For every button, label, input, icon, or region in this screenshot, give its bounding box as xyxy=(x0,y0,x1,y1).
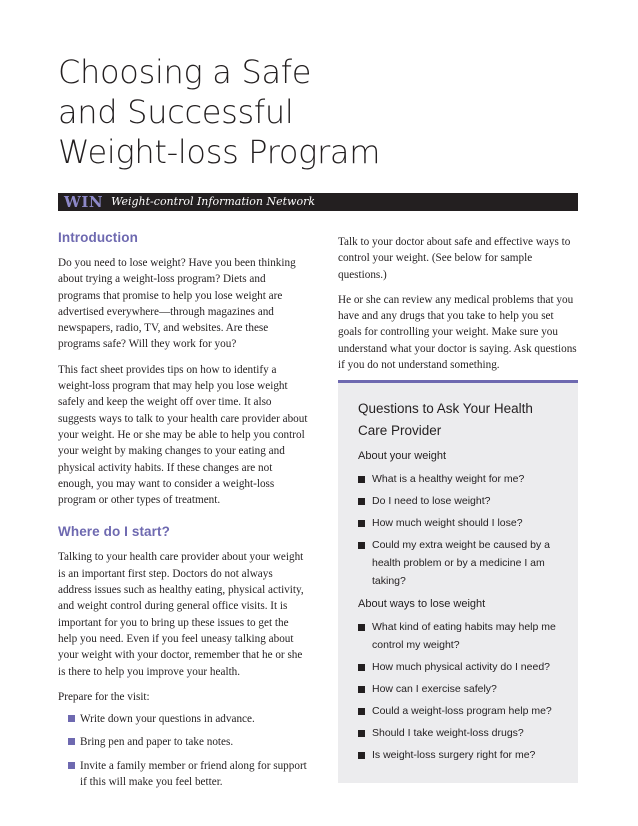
list-item: Invite a family member or friend along for support if this will make you feel better. xyxy=(58,758,308,791)
bullet-square-icon xyxy=(358,624,365,631)
about-your-weight-heading: About your weight xyxy=(358,450,447,462)
bullet-square-icon xyxy=(358,664,365,671)
right-column xyxy=(338,234,578,382)
page-title xyxy=(58,52,578,172)
list-item: Is weight-loss surgery right for me? xyxy=(358,746,563,764)
win-logo: WIN xyxy=(64,193,104,211)
win-banner xyxy=(58,193,578,211)
introduction-paragraph-2: This fact sheet provides tips on how to identify a weight-loss program that may help you lose weight safely and keep the weight off over time. It also suggests ways to talk to your health care provider about your weight. He or she may be able to help you control your weight by making changes to your eating and physical activity habits. If these changes are not enough, you may want to consider a weight-loss program or other types of treatment. xyxy=(58,363,308,507)
about-your-weight-list xyxy=(358,470,563,590)
where-do-i-start-paragraph: Talking to your health care provider about your weight is an important first step. Doctors do not always address issues such as healthy eating, physical activity, and weight control during general office visits. It is important for you to bring up these issues to get the help you need. Even if you feel uneasy talking about your weight with your doctor, remember that he or she is there to help you improve your health. xyxy=(58,551,304,678)
bullet-square-icon xyxy=(68,715,75,722)
list-item: Bring pen and paper to take notes. xyxy=(58,734,308,750)
list-item: Could my extra weight be caused by a health problem or by a medicine I am taking? xyxy=(358,536,563,590)
list-item: Do I need to lose weight? xyxy=(358,492,563,510)
prepare-list xyxy=(58,711,308,790)
list-item: Should I take weight-loss drugs? xyxy=(358,724,563,742)
bullet-square-icon xyxy=(358,542,365,549)
where-do-i-start-heading: Where do I start? xyxy=(58,524,170,540)
right-paragraph-2: He or she can review any medical problems that you have and any drugs that you take to help you set goals for controlling your weight. Make sure you understand what your doctor is saying. Ask questions if you do not understand something. xyxy=(338,293,577,372)
questions-box xyxy=(338,380,578,783)
page-title-line-3: Weight-loss Program xyxy=(58,133,381,171)
list-item: Could a weight-loss program help me? xyxy=(358,702,563,720)
banner-tagline: Weight-control Information Network xyxy=(111,195,315,208)
list-item: Write down your questions in advance. xyxy=(58,711,308,727)
bullet-square-icon xyxy=(358,730,365,737)
list-item: How much physical activity do I need? xyxy=(358,658,563,676)
left-column xyxy=(58,230,308,797)
page-title-line-1: Choosing a Safe xyxy=(58,53,312,91)
list-item: What kind of eating habits may help me control my weight? xyxy=(358,618,563,654)
list-item: What is a healthy weight for me? xyxy=(358,470,563,488)
bullet-square-icon xyxy=(358,686,365,693)
list-item: How much weight should I lose? xyxy=(358,514,563,532)
questions-box-title: Questions to Ask Your Health Care Provider xyxy=(358,401,533,438)
prepare-for-visit-label: Prepare for the visit: xyxy=(58,690,150,703)
about-ways-to-lose-weight-list xyxy=(358,618,563,764)
introduction-paragraph-1: Do you need to lose weight? Have you been thinking about trying a weight-loss program? Diets and programs that promise to help you lose weight are advertised everywhere—through magazines and newspapers, radio, TV, and websites. Are these programs safe? Will they work for you? xyxy=(58,257,296,351)
bullet-square-icon xyxy=(358,520,365,527)
page-title-line-2: and Successful xyxy=(58,93,294,131)
bullet-square-icon xyxy=(68,762,75,769)
introduction-heading: Introduction xyxy=(58,230,138,245)
bullet-square-icon xyxy=(358,752,365,759)
list-item: How can I exercise safely? xyxy=(358,680,563,698)
bullet-square-icon xyxy=(358,476,365,483)
bullet-square-icon xyxy=(358,708,365,715)
about-ways-to-lose-weight-heading: About ways to lose weight xyxy=(358,598,486,610)
bullet-square-icon xyxy=(358,498,365,505)
bullet-square-icon xyxy=(68,738,75,745)
right-paragraph-1: Talk to your doctor about safe and effective ways to control your weight. (See below for sample questions.) xyxy=(338,236,571,281)
